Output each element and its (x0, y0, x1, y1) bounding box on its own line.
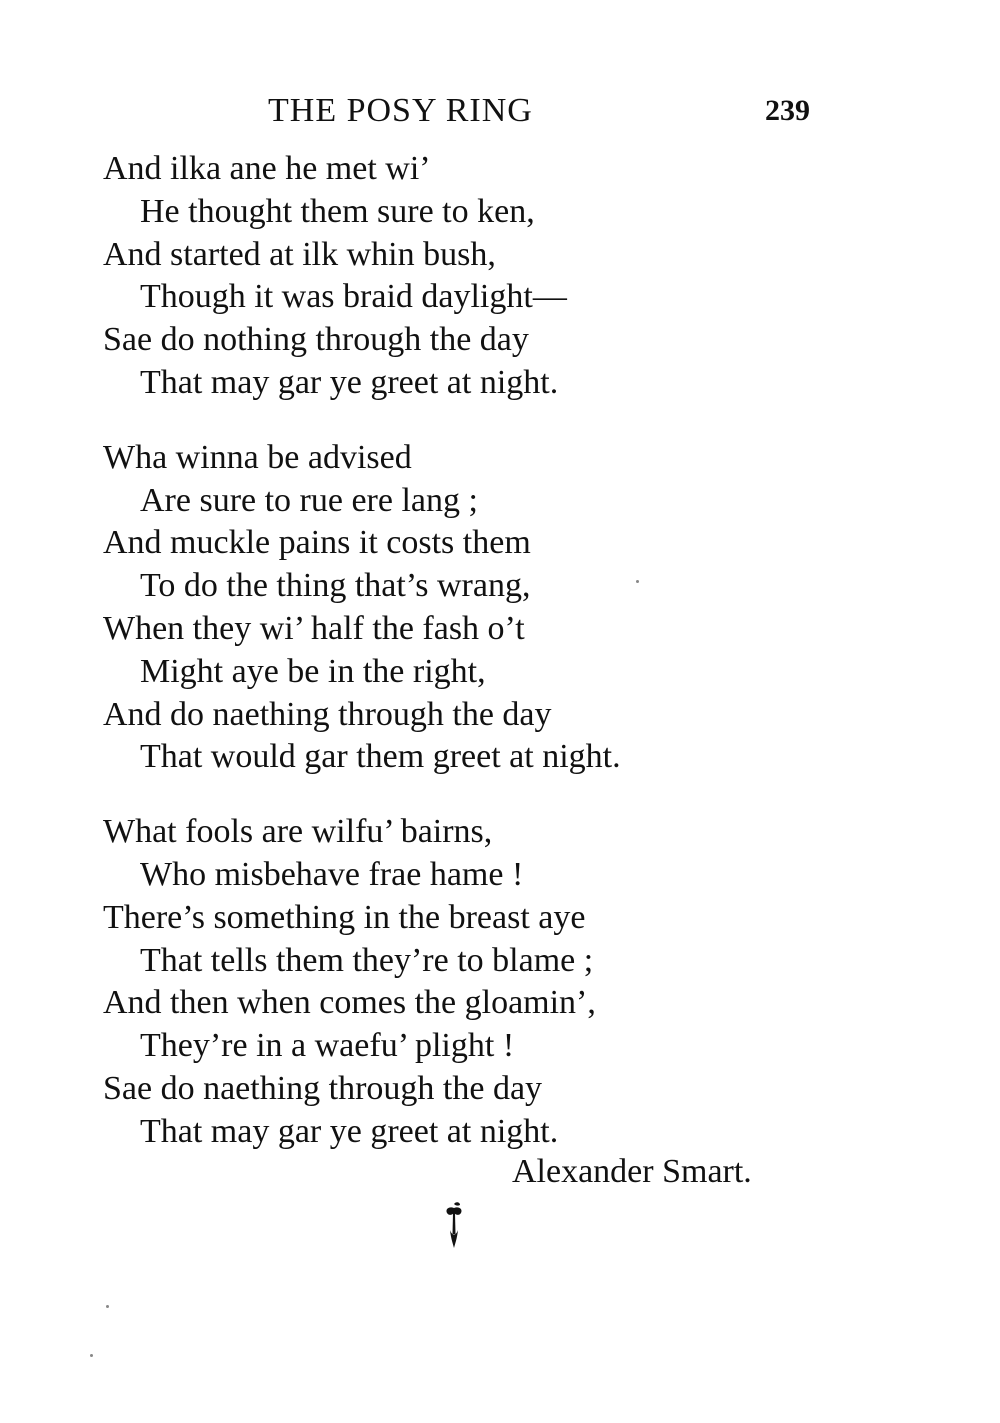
poem-line: There’s something in the breast aye (103, 898, 586, 936)
poem-line: To do the thing that’s wrang, (140, 567, 531, 605)
poem-line: Wha winna be advised (103, 438, 412, 476)
poem-line: Are sure to rue ere lang ; (140, 481, 478, 519)
floral-ornament-icon (438, 1200, 470, 1252)
author-signature: Alexander Smart. (512, 1153, 752, 1190)
page-number: 239 (765, 94, 810, 127)
poem-line: And muckle pains it costs them (103, 524, 531, 562)
poem-line: That tells them they’re to blame ; (140, 941, 594, 979)
poem-line: Though it was braid daylight— (140, 278, 567, 316)
stanza-1 (103, 148, 903, 405)
poem-line: They’re in a waefu’ plight ! (140, 1027, 515, 1065)
poem-line: And then when comes the gloamin’, (103, 984, 596, 1022)
paper-speck (106, 1305, 109, 1308)
poem-line: When they wi’ half the fash o’t (103, 609, 525, 647)
poem-line: Sae do naething through the day (103, 1069, 543, 1107)
poem-line: Might aye be in the right, (140, 652, 486, 690)
poem-line: And do naething through the day (103, 695, 552, 733)
running-title: THE POSY RING (268, 92, 533, 129)
poem-line: And started at ilk whin bush, (103, 235, 496, 273)
poem-line: Who misbehave frae hame ! (140, 855, 524, 893)
paper-speck (90, 1354, 93, 1357)
running-head (0, 92, 1000, 140)
poem-line: That may gar ye greet at night. (140, 363, 559, 401)
poem-line: What fools are wilfu’ bairns, (103, 813, 493, 851)
paper-speck (636, 580, 639, 583)
stanza-2 (103, 437, 903, 779)
poem-line: He thought them sure to ken, (140, 192, 535, 230)
poem-line: Sae do nothing through the day (103, 321, 529, 359)
poem (103, 148, 903, 1154)
poem-line: That may gar ye greet at night. (140, 1112, 559, 1150)
stanza-3 (103, 811, 903, 1153)
poem-line: And ilka ane he met wi’ (103, 150, 431, 187)
poem-line: That would gar them greet at night. (140, 738, 621, 776)
